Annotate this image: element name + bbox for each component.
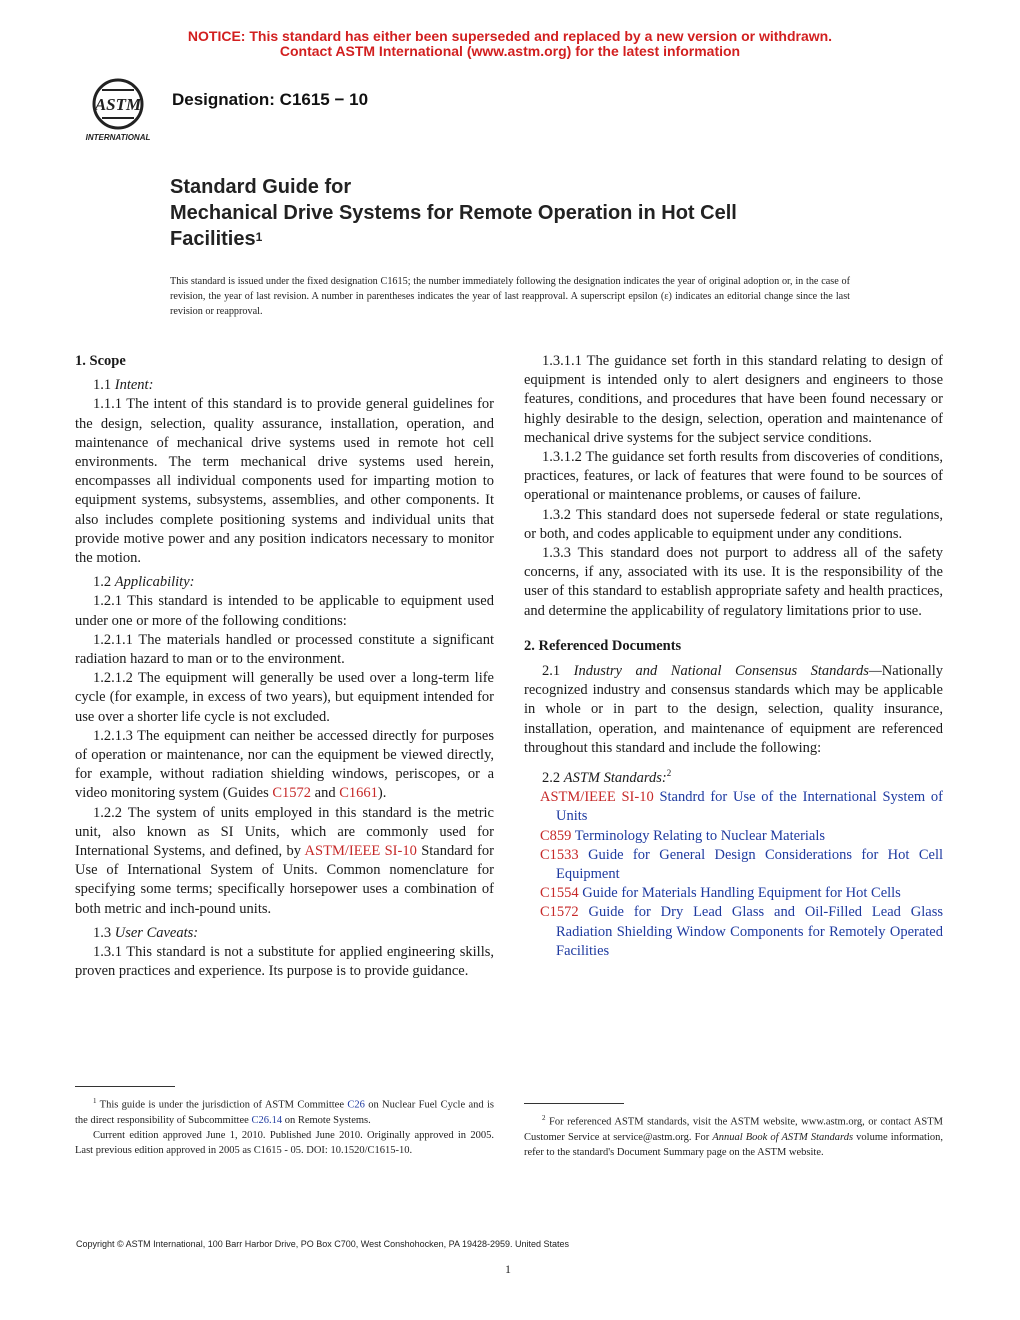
- notice-line-1: NOTICE: This standard has either been superseded and replaced by a new version or withdrawn.: [187, 28, 833, 44]
- astm-logo-icon: [72, 76, 164, 144]
- para-1-3-1: 1.3.1 This standard is not a substitute for applied engineering skills, proven practices and experience. Its purpose is to provide guidance.: [75, 944, 494, 980]
- para-1-2-1-3: 1.2.1.3 The equipment can neither be accessed directly for purposes of operation or maintenance, nor can the equipment be viewed directly, for example, without radiation shielding windows, periscopes, or a video monitoring system (Guides C1572 and C1661).: [75, 727, 494, 802]
- para-1-2-1: 1.2.1 This standard is intended to be applicable to equipment used under one or more of the following conditions:: [75, 593, 494, 629]
- para-1-3-3: 1.3.3 This standard does not purport to address all of the safety concerns, if any, associated with its use. It is the responsibility of the user of this standard to establish appropriate safety and health practices, and determine the applicability of regulatory limitations prior to use.: [524, 545, 943, 619]
- link-c1572[interactable]: C1572: [272, 785, 312, 802]
- title-line-2: Mechanical Drive Systems for Remote Operation in Hot Cell: [170, 202, 737, 224]
- section-2-heading: 2. Referenced Documents: [524, 637, 682, 654]
- reference-item[interactable]: C1572 Guide for Dry Lead Glass and Oil-Filled Lead Glass Radiation Shielding Window Components for Remotely Operated Facilities: [540, 904, 943, 959]
- title-line-1: Standard Guide for: [170, 176, 352, 198]
- link-c26[interactable]: C26: [347, 1099, 365, 1111]
- logo-text: ASTM: [94, 95, 142, 114]
- title-line-3: Facilities$^1$: [170, 228, 263, 250]
- para-1-3-2: 1.3.2 This standard does not supersede federal or state regulations, or both, and codes applicable to equipment under any conditions.: [524, 506, 943, 542]
- para-2-1: 2.1 Industry and National Consensus Standards—Nationally recognized industry and consensus standards which may be applicable in whole or in part to the design, selection, quality insurance, installation, operation, and maintenance of equipment are referenced throughout this standard and include the following:: [524, 663, 944, 756]
- footnote-1: $^1$ This guide is under the jurisdiction of ASTM Committee C26 on Nuclear Fuel Cycle and is the direct responsibility of Subcommittee C26.14 on Remote Systems. Current edition approved June 1, 2010. Published June 2010. Originally approved in 2005. Last previous edition approved in 2005 as C1615 - 05. DOI: 10.1520/C1615-10.: [75, 1097, 494, 1156]
- link-si-10[interactable]: ASTM/IEEE SI-10: [304, 843, 417, 860]
- para-1-1: 1.1 Intent:: [93, 377, 154, 394]
- para-1-2-2: 1.2.2 The system of units employed in this standard is the metric unit, also known as SI Units, which are commonly used for International Systems, and defined, by ASTM/IEEE SI-10 Standard for Use of International System of Units. Common nomenclature for specifying some terms; specifically horsepower uses a combination of both metric and inch-pound units.: [75, 804, 494, 917]
- para-1-2: 1.2 Applicability:: [93, 574, 195, 591]
- reference-item[interactable]: C1554 Guide for Materials Handling Equipment for Hot Cells: [540, 885, 901, 902]
- reference-item[interactable]: C1533 Guide for General Design Considerations for Hot Cell Equipment: [540, 846, 943, 882]
- notice-line-2: Contact ASTM International (www.astm.org) for the latest information: [279, 43, 741, 59]
- para-1-2-1-1: 1.2.1.1 The materials handled or processed constitute a significant radiation hazard to man or to the environment.: [75, 631, 494, 668]
- para-1-3: 1.3 User Caveats:: [93, 924, 199, 941]
- link-c26-14[interactable]: C26.14: [251, 1114, 283, 1126]
- left-column: [75, 352, 494, 982]
- title-footnote-mark[interactable]: 1: [255, 230, 263, 244]
- logo-subtitle: INTERNATIONAL: [85, 133, 151, 142]
- reference-item[interactable]: C859 Terminology Relating to Nuclear Materials: [540, 827, 826, 844]
- para-1-1-1: 1.1.1 The intent of this standard is to provide general guidelines for the design, selection, quality assurance, installation, operation, and maintenance of mechanical drive systems used in remote hot cell environments. The term mechanical drive systems used herein, encompasses all individual components used for imparting motion to equipment systems, subsystems, assemblies, and other components. It also includes complete positioning systems and individual units that provide motive power and any position indicators necessary to monitor the motion.: [75, 396, 494, 567]
- reference-item[interactable]: ASTM/IEEE SI-10 Standrd for Use of the International System of Units: [540, 789, 944, 825]
- link-c1661[interactable]: C1661: [339, 785, 378, 802]
- page-number: 1: [505, 1262, 511, 1276]
- issued-note: This standard is issued under the fixed designation C1615; the number immediately following the designation indicates the year of original adoption or, in the case of revision, the year of last revision. A number in parentheses indicates the year of last reapproval. A superscript epsilon (ε) indicates an editorial change since the last revision or reapproval.: [170, 276, 850, 317]
- para-1-3-1-1: 1.3.1.1 The guidance set forth in this standard relating to design of equipment is intended only to alert designers and engineers to those features, conditions, and procedures that have been found necessary or highly desirable to the design, selection, operation and maintenance of mechanical drive systems for the subject service conditions.: [524, 353, 943, 446]
- footnote-2: $^2$ For referenced ASTM standards, visit the ASTM website, www.astm.org, or contact ASTM Customer Service at service@astm.org. For Annual Book of ASTM Standards volume information, refer to the standard's Document Summary page on the ASTM website.: [524, 1114, 943, 1158]
- right-column: [524, 352, 943, 961]
- footnote-rule-left: [75, 1086, 175, 1087]
- footnote-rule-right: [524, 1103, 624, 1104]
- section-1-heading: 1. Scope: [75, 353, 126, 369]
- copyright: Copyright © ASTM International, 100 Barr Harbor Drive, PO Box C700, West Conshohocken, PA 19428-2959. United States: [76, 1239, 570, 1249]
- para-1-2-1-2: 1.2.1.2 The equipment will generally be used over a long-term life cycle (for example, in excess of two years), but equipment intended for use over a shorter life cycle is not excluded.: [75, 670, 494, 725]
- para-2-2: 2.2 ASTM Standards:$^2$: [542, 768, 672, 786]
- designation: Designation: C1615 − 10: [172, 90, 369, 109]
- astm-logo: [72, 76, 164, 144]
- document-title: [170, 174, 890, 252]
- para-1-3-1-2: 1.3.1.2 The guidance set forth results from discoveries of conditions, practices, features, or lack of features that were found to be sources of operational or maintenance problems, or causes of failure.: [524, 449, 943, 504]
